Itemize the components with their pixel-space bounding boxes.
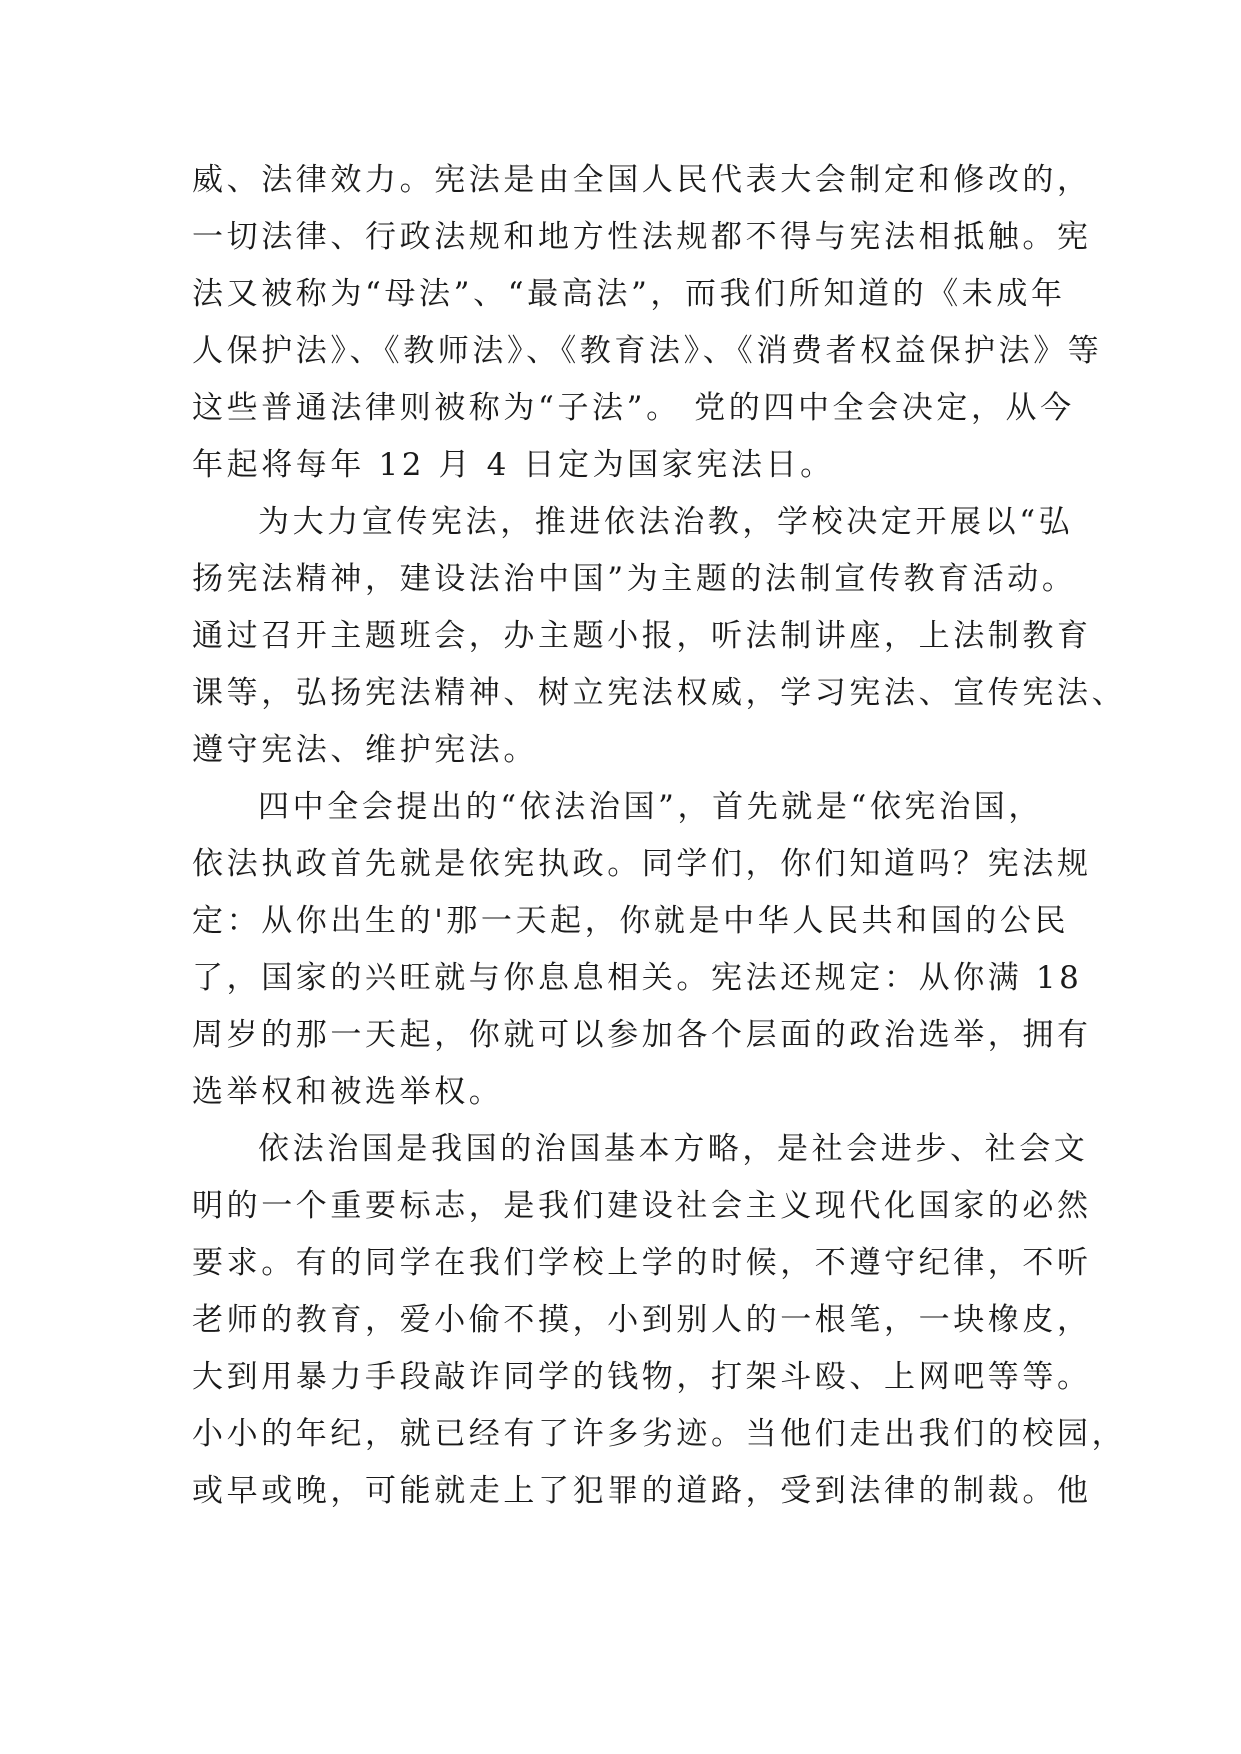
text-line: 定：从你出生的'那一天起，你就是中华人民共和国的公民	[192, 903, 1070, 939]
text-line: 要求。有的同学在我们学校上学的时候，不遵守纪律，不听	[192, 1245, 1092, 1281]
text-line: 依法治国是我国的治国基本方略，是社会进步、社会文	[258, 1131, 1089, 1167]
text-line: 年起将每年 12 月 4 日定为国家宪法日。	[192, 447, 835, 483]
text-line: 大到用暴力手段敲诈同学的钱物，打架斗殴、上网吧等等。	[192, 1359, 1092, 1395]
text-line: 了，国家的兴旺就与你息息相关。宪法还规定：从你满 18	[192, 960, 1083, 996]
text-line: 这些普通法律则被称为“子法”。 党的四中全会决定，从今	[192, 390, 1075, 426]
text-line: 扬宪法精神，建设法治中国”为主题的法制宣传教育活动。	[192, 561, 1077, 597]
text-line: 威、法律效力。宪法是由全国人民代表大会制定和修改的，	[192, 162, 1092, 198]
text-line: 一切法律、行政法规和地方性法规都不得与宪法相抵触。宪	[192, 219, 1092, 255]
text-line: 法又被称为“母法”、“最高法”，而我们所知道的《未成年	[192, 276, 1066, 312]
text-line: 通过召开主题班会，办主题小报，听法制讲座，上法制教育	[192, 618, 1092, 654]
text-line: 老师的教育，爱小偷不摸，小到别人的一根笔，一块橡皮，	[192, 1302, 1092, 1338]
text-line: 或早或晚，可能就走上了犯罪的道路，受到法律的制裁。他	[192, 1473, 1092, 1509]
text-line: 明的一个重要标志，是我们建设社会主义现代化国家的必然	[192, 1188, 1092, 1224]
text-line: 人保护法》、《教师法》、《教育法》、《消费者权益保护法》等	[192, 333, 1103, 369]
text-line: 周岁的那一天起，你就可以参加各个层面的政治选举，拥有	[192, 1017, 1092, 1053]
text-line: 课等，弘扬宪法精神、树立宪法权威，学习宪法、宣传宪法、	[192, 675, 1127, 711]
text-line: 小小的年纪，就已经有了许多劣迹。当他们走出我们的校园，	[192, 1416, 1127, 1452]
text-line: 依法执政首先就是依宪执政。同学们，你们知道吗？宪法规	[192, 846, 1092, 882]
text-line: 四中全会提出的“依法治国”，首先就是“依宪治国，	[258, 789, 1043, 825]
text-line: 选举权和被选举权。	[192, 1074, 504, 1110]
text-line: 遵守宪法、维护宪法。	[192, 732, 538, 768]
text-line: 为大力宣传宪法，推进依法治教，学校决定开展以“弘	[258, 504, 1074, 540]
